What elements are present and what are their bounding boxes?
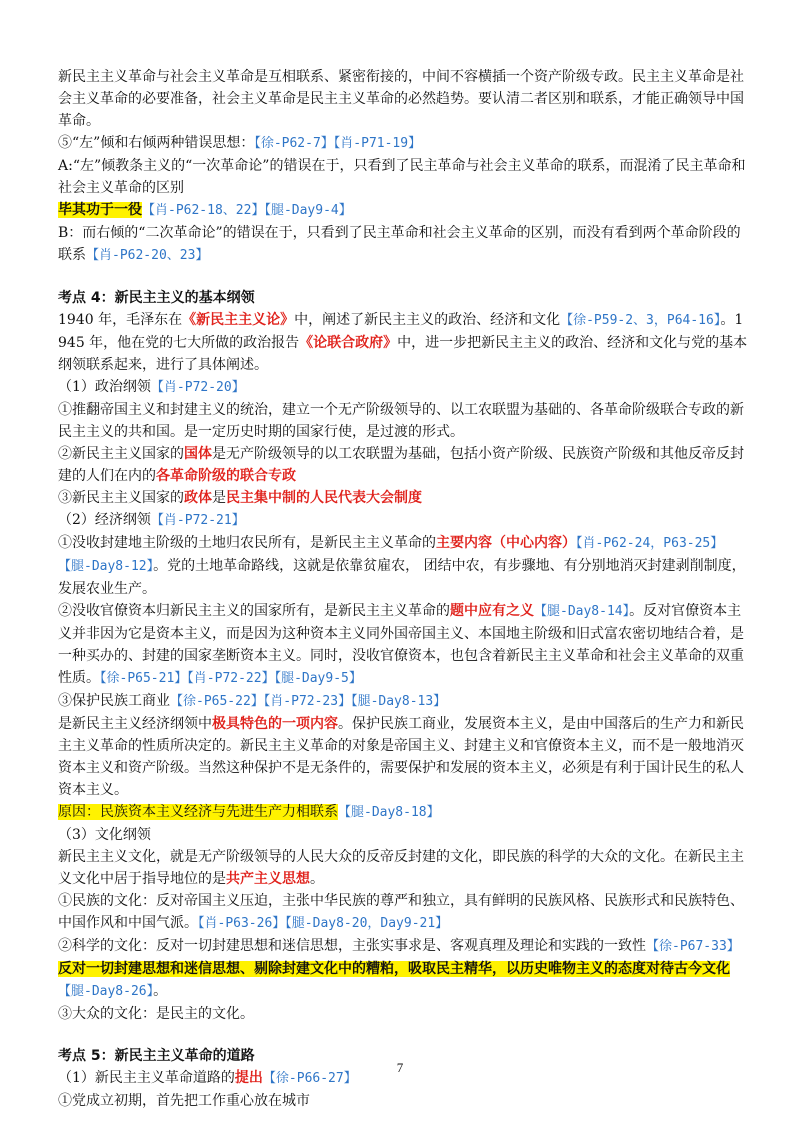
emphasis-text: 共产主义思想 bbox=[226, 871, 310, 887]
reference-tag: 【徐-P65-21】【肖-P72-22】【腿-Day9-5】 bbox=[100, 671, 362, 686]
section-heading: 考点 4：新民主主义的基本纲领 bbox=[58, 290, 255, 306]
paragraph: （1）政治纲领【肖-P72-20】 bbox=[58, 379, 245, 395]
emphasis-text: 各革命阶级的联合专政 bbox=[156, 468, 296, 484]
reference-tag: 【腿-Day8-18】 bbox=[338, 805, 440, 820]
paragraph bbox=[58, 199, 748, 222]
emphasis-text: 主要内容（中心内容） bbox=[436, 535, 576, 551]
reference-tag: 【徐-P62-7】【肖-P71-19】 bbox=[254, 136, 422, 151]
paragraph: ③新民主主义国家的政体是民主集中制的人民代表大会制度 bbox=[58, 490, 422, 506]
reference-tag: 【徐-P65-22】【肖-P72-23】【腿-Day8-13】 bbox=[170, 694, 447, 709]
emphasis-text: 《论联合政府》 bbox=[299, 335, 398, 351]
reference-tag: 【腿-Day8-26】 bbox=[58, 984, 154, 999]
paragraph: 是新民主主义经济纲领中极具特色的一项内容。保护民族工商业，发展资本主义，是由中国落后的生产力和新民主主义革命的性质所决定的。新民主主义革命的对象是帝国主义、封建主义和官僚资本主义，而不是一般地消灭资本主义和资产阶级。当然这种保护不是无条件的，需要保护和发展的资本主义，必须是有利于国计民生的私人资本主义。 bbox=[58, 716, 744, 798]
emphasis-text: 国体 bbox=[184, 446, 212, 462]
emphasis-text: 政体 bbox=[184, 490, 212, 506]
paragraph: B：而右倾的“二次革命论”的错误在于，只看到了民主革命和社会主义革命的区别，而没有看到两个革命阶段的联系【肖-P62-20、23】 bbox=[58, 225, 741, 263]
reference-tag: 【肖-P62-20、23】 bbox=[86, 248, 209, 263]
paragraph: ②新民主主义国家的国体是无产阶级领导的以工农联盟为基础，包括小资产阶级、民族资产阶级和其他反帝反封建的人们在内的各革命阶级的联合专政 bbox=[58, 446, 744, 484]
reference-tag: 【腿-Day8-14】 bbox=[534, 604, 630, 619]
highlight-text: 反对一切封建思想和迷信思想、剔除封建文化中的糟粕，吸取民主精华，以历史唯物主义的态度对待古今文化 bbox=[58, 961, 730, 977]
emphasis-text: 民主集中制的人民代表大会制度 bbox=[226, 490, 422, 506]
reference-tag: 【徐-P66-27】 bbox=[262, 1071, 357, 1086]
paragraph: 新民主主义文化，就是无产阶级领导的人民大众的反帝反封建的文化，即民族的科学的大众的文化。在新民主主义文化中居于指导地位的是共产主义思想。 bbox=[58, 849, 744, 887]
paragraph: （3）文化纲领 bbox=[58, 827, 151, 843]
reference-tag: 【肖-P72-21】 bbox=[150, 513, 245, 528]
reference-tag: 【肖-P63-26】【腿-Day8-20，Day9-21】 bbox=[198, 916, 449, 931]
paragraph: （2）经济纲领【肖-P72-21】 bbox=[58, 512, 245, 528]
paragraph: ③大众的文化：是民主的文化。 bbox=[58, 1006, 254, 1022]
reference-tag: 【肖-P72-20】 bbox=[150, 380, 245, 395]
paragraph: ①推翻帝国主义和封建主义的统治，建立一个无产阶级领导的、以工农联盟为基础的、各革命阶级联合专政的新民主主义的共和国。是一定历史时期的国家行使，是过渡的形式。 bbox=[58, 402, 744, 440]
reference-tag: 【徐-P59-2、3，P64-16】 bbox=[560, 313, 721, 328]
paragraph: 1940 年，毛泽东在《新民主主义论》中，阐述了新民主主义的政治、经济和文化【徐-P59-2、3，P64-16】。1945 年，他在党的七大所做的政治报告《论联合政府》中，进一步把新民主主义的政治、经济和文化与党的基本纲领联系起来，进行了具体阐述。 bbox=[58, 312, 748, 373]
paragraph: 新民主主义革命与社会主义革命是互相联系、紧密衔接的，中间不容横插一个资产阶级专政。民主主义革命是社会主义革命的必要准备，社会主义革命是民主主义革命的必然趋势。要认清二者区别和联系，才能正确领导中国革命。 bbox=[58, 69, 744, 129]
paragraph bbox=[58, 801, 748, 824]
highlight-text: 毕其功于一役 bbox=[58, 202, 142, 218]
section-heading: 考点 5：新民主主义革命的道路 bbox=[58, 1048, 255, 1064]
paragraph: ①民族的文化：反对帝国主义压迫，主张中华民族的尊严和独立，具有鲜明的民族风格、民族形式和民族特色、中国作风和中国气派。【肖-P63-26】【腿-Day8-20，Day9-21】 bbox=[58, 893, 744, 931]
reference-tag: 【肖-P62-24，P63-25】【腿-Day8-12】 bbox=[58, 536, 724, 574]
paragraph: ③保护民族工商业【徐-P65-22】【肖-P72-23】【腿-Day8-13】 bbox=[58, 693, 447, 709]
emphasis-text: 题中应有之义 bbox=[450, 603, 534, 619]
paragraph: ②科学的文化：反对一切封建思想和迷信思想，主张实事求是、客观真理及理论和实践的一致性【徐-P67-33】反对一切封建思想和迷信思想、剔除封建文化中的糟粕，吸取民主精华，以历史唯物主义的态度对待古今文化【腿-Day8-26】。 bbox=[58, 938, 740, 999]
paragraph: A:“左”倾教条主义的“一次革命论”的错误在于，只看到了民主革命与社会主义革命的联系，而混淆了民主革命和社会主义革命的区别 bbox=[58, 158, 746, 196]
emphasis-text: 极具特色的一项内容 bbox=[212, 716, 338, 732]
paragraph: ①没收封建地主阶级的土地归农民所有，是新民主主义革命的主要内容（中心内容）【肖-P62-24，P63-25】【腿-Day8-12】。党的土地革命路线，这就是依靠贫雇农， 团结中农，有步骤地、有分别地消灭封建剥削制度，发展农业生产。 bbox=[58, 535, 746, 597]
reference-tag: 【徐-P67-33】 bbox=[646, 939, 740, 954]
page-number: 7 bbox=[396, 1060, 404, 1075]
reference-tag: 【肖-P62-18、22】【腿-Day9-4】 bbox=[142, 203, 352, 218]
emphasis-text: 《新民主主义论》 bbox=[182, 312, 295, 328]
paragraph: （1）新民主主义革命道路的提出【徐-P66-27】 bbox=[58, 1070, 357, 1086]
highlight-text: 原因：民族资本主义经济与先进生产力相联系 bbox=[58, 804, 338, 820]
emphasis-text: 提出 bbox=[234, 1070, 263, 1086]
paragraph: ②没收官僚资本归新民主主义的国家所有，是新民主主义革命的题中应有之义【腿-Day8-14】。反对官僚资本主义并非因为它是资本主义，而是因为这种资本主义同外国帝国主义、本国地主阶级和旧式富农密切地结合着，是一种买办的、封建的国家垄断资本主义。同时，没收官僚资本，也包含着新民主主义革命和社会主义革命的双重性质。【徐-P65-21】【肖-P72-22】【腿-Day9-5】 bbox=[58, 603, 744, 686]
document-body bbox=[58, 66, 748, 1112]
paragraph: ①党成立初期，首先把工作重心放在城市 bbox=[58, 1093, 310, 1109]
paragraph: ⑤“左”倾和右倾两种错误思想：【徐-P62-7】【肖-P71-19】 bbox=[58, 135, 422, 151]
